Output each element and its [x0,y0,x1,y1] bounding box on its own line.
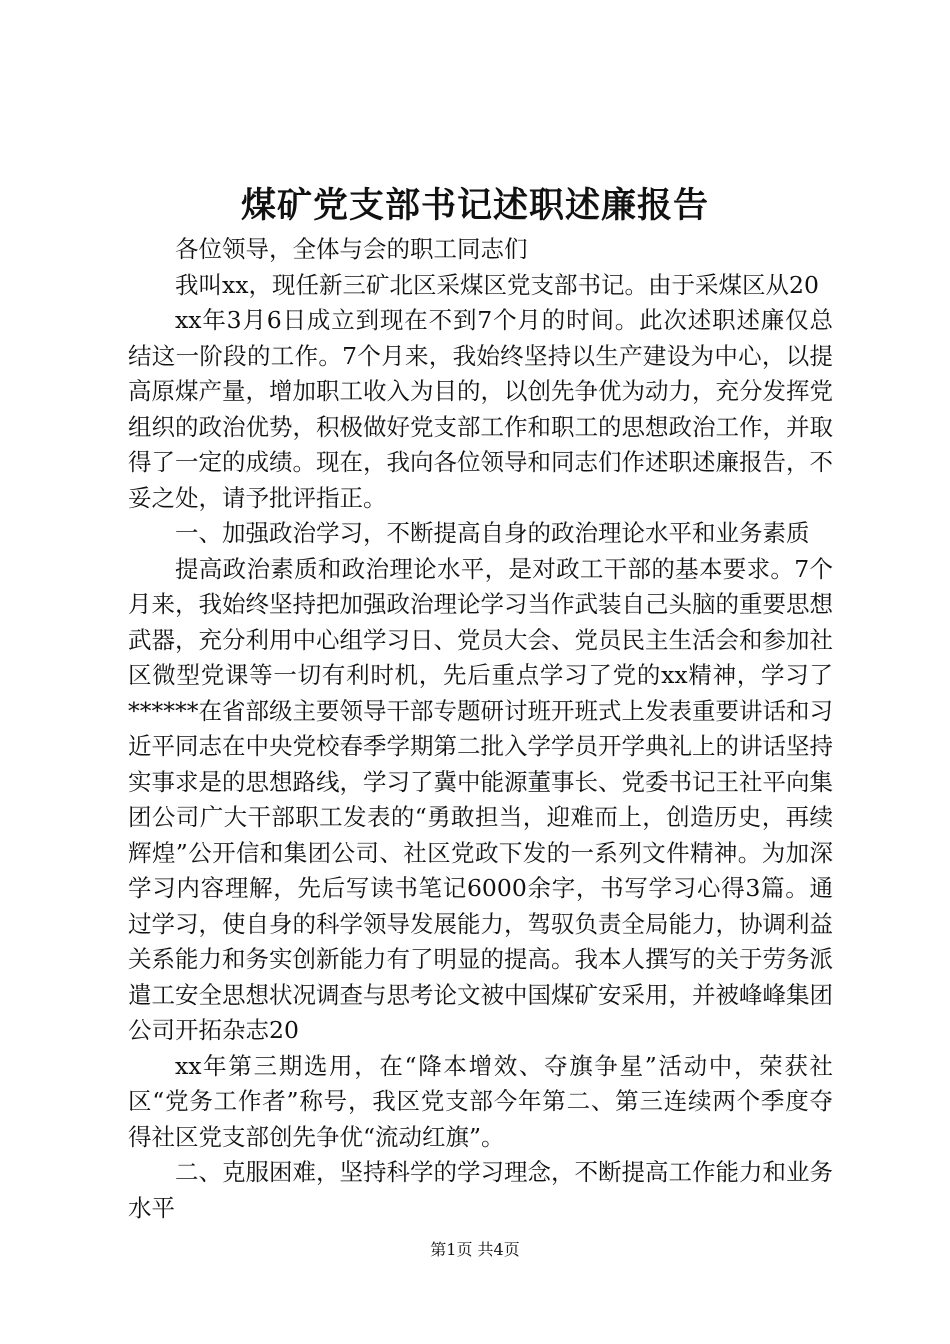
intro-paragraph: 我叫xx，现任新三矿北区采煤区党支部书记。由于采煤区从20 [175,270,819,299]
section-one-paragraph: 提高政治素质和政治理论水平，是对政工干部的基本要求。7个月来，我始终坚持把加强政治理论学习当作武装自己头脑的重要思想武器，充分利用中心组学习日、党员大会、党员民主生活会和参加社区微型党课等一切有利时机，先后重点学习了党的xx精神，学习了******在省部级主要领导干部专题研讨班开班式上发表重要讲话和习近平同志在中央党校春季学期第二批入学学员开学典礼上的讲话坚持实事求是的思想路线，学习了冀中能源董事长、党委书记王社平向集团公司广大干部职工发表的“勇敢担当，迎难而上，创造历史，再续辉煌”公开信和集团公司、社区党政下发的一系列文件精神。为加深学习内容理解，先后写读书笔记6000余字，书写学习心得3篇。通过学习，使自身的科学领导发展能力，驾驭负责全局能力，协调利益关系能力和务实创新能力有了明显的提高。我本人撰写的关于劳务派遣工安全思想状况调查与思考论文被中国煤矿安采用，并被峰峰集团公司开拓杂志20 [128,554,833,1044]
document-body [128,232,833,1226]
document-title: 煤矿党支部书记述职述廉报告 [240,185,709,226]
section-one-heading: 一、加强政治学习，不断提高自身的政治理论水平和业务素质 [175,519,810,547]
section-two-heading: 二、克服困难，坚持科学的学习理念，不断提高工作能力和业务水平 [128,1158,833,1222]
honors-paragraph: xx年第三期选用，在“降本增效、夺旗争星”活动中，荣获社区“党务工作者”称号，我区党支部今年第二、第三连续两个季度夺得社区党支部创先争优“流动红旗”。 [128,1051,833,1151]
page-number-footer: 第1页 共4页 [430,1240,520,1259]
salutation-paragraph: 各位领导，全体与会的职工同志们 [175,235,528,263]
overview-paragraph: xx年3月6日成立到现在不到7个月的时间。此次述职述廉仅总结这一阶段的工作。7个月来，我始终坚持以生产建设为中心，以提高原煤产量，增加职工收入为目的，以创先争优为动力，充分发挥党组织的政治优势，积极做好党支部工作和职工的思想政治工作，并取得了一定的成绩。现在，我向各位领导和同志们作述职述廉报告，不妥之处，请予批评指正。 [128,306,833,512]
